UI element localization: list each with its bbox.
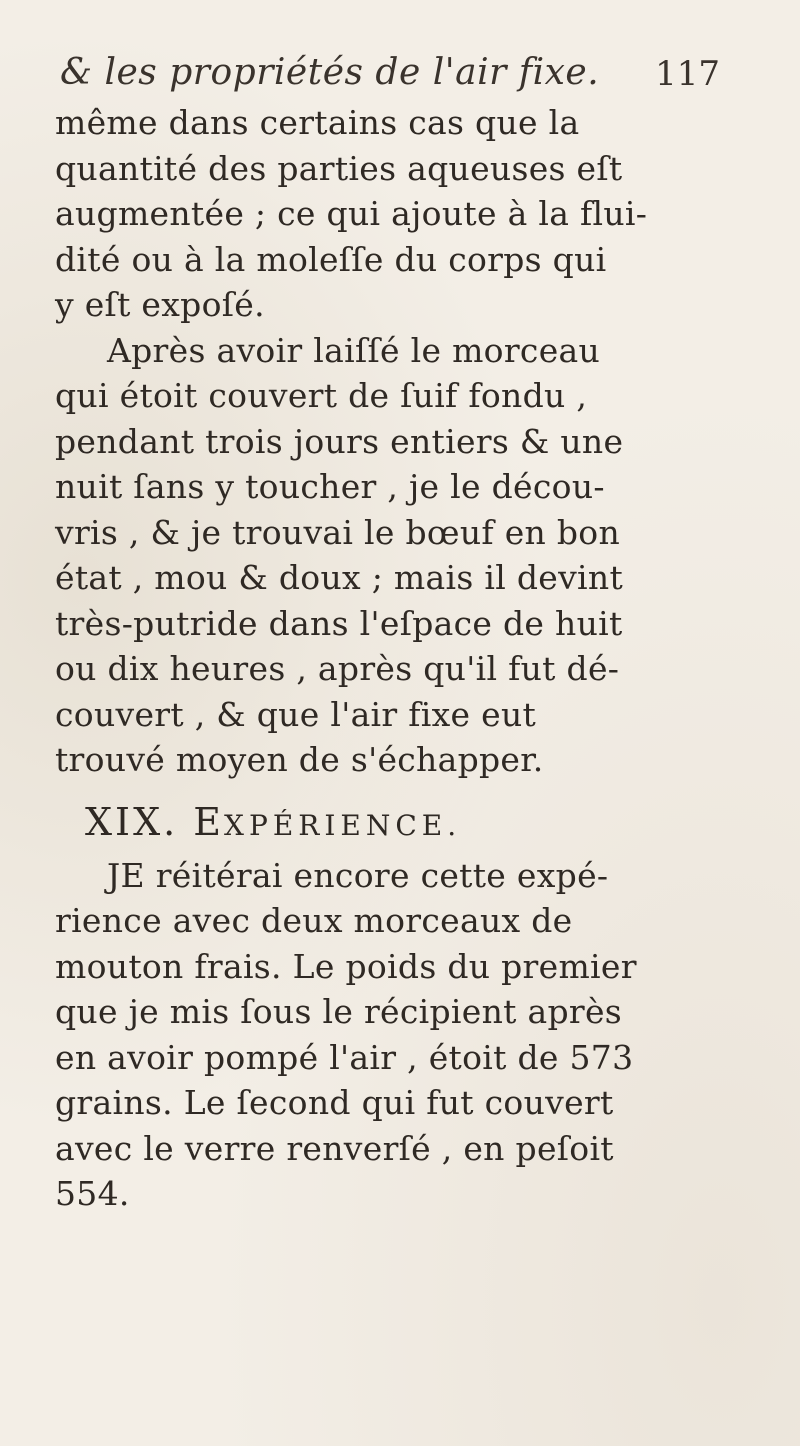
text-line: 554. <box>55 1174 130 1213</box>
text-line: très-putride dans l'eſpace de huit <box>55 603 623 643</box>
body-text <box>55 100 735 1217</box>
text-line: vris , & je trouvai le bœuf en bon <box>55 512 621 552</box>
section-title-rest: XPÉRIENCE. <box>224 808 462 842</box>
text-line: même dans certains cas que la <box>55 103 580 142</box>
paragraph-1 <box>55 100 735 328</box>
text-line: grains. Le ſecond qui fut couvert <box>55 1083 614 1122</box>
page-number: 117 <box>655 54 720 94</box>
text-line: dité ou à la moleſſe du corps qui <box>55 239 607 279</box>
text-line: en avoir pompé l'air , étoit de 573 <box>55 1037 634 1077</box>
text-line: couvert , & que l'air fixe eut <box>55 694 537 734</box>
text-line: que je mis ſous le récipient après <box>55 992 623 1031</box>
text-line: qui étoit couvert de ſuif fondu , <box>55 376 588 415</box>
text-line: Après avoir laiſſé le morceau <box>107 330 601 370</box>
text-line: rience avec deux morceaux de <box>55 901 573 940</box>
text-line: JE réitérai encore cette expé- <box>107 855 609 895</box>
text-line: mouton frais. Le poids du premier <box>55 946 637 986</box>
text-line: nuit ſans y toucher , je le décou- <box>55 467 605 506</box>
section-title-initial: E <box>193 799 225 844</box>
running-title: & les propriétés de l'air fixe. <box>60 52 600 93</box>
text-line: état , mou & doux ; mais il devint <box>55 558 624 597</box>
section-numeral: XIX. <box>85 799 179 844</box>
section-heading <box>55 783 735 853</box>
text-line: avec le verre renverſé , en peſoit <box>55 1128 614 1168</box>
text-line: y eſt expoſé. <box>55 285 265 324</box>
text-line: ou dix heures , après qu'il fut dé- <box>55 649 620 688</box>
paragraph-2 <box>55 328 735 783</box>
text-line: augmentée ; ce qui ajoute à la flui- <box>55 194 648 233</box>
text-line: trouvé moyen de s'échapper. <box>55 740 544 779</box>
paragraph-3 <box>55 853 735 1217</box>
text-line: pendant trois jours entiers & une <box>55 421 624 461</box>
text-line: quantité des parties aqueuses eſt <box>55 148 623 188</box>
